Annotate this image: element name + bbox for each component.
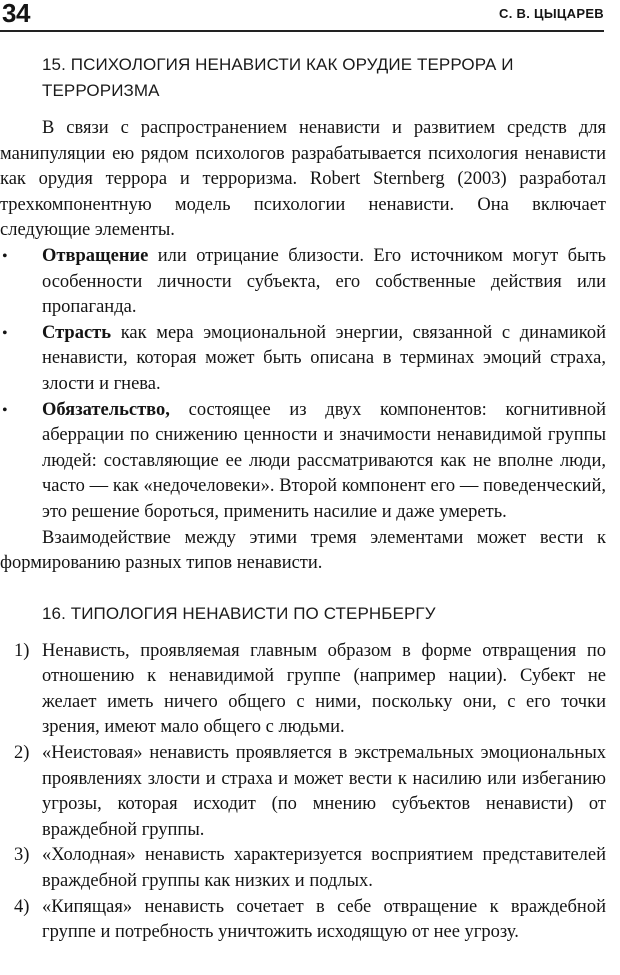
elements-list bbox=[0, 244, 606, 526]
section-15-heading: 15. ПСИХОЛОГИЯ НЕНАВИСТИ КАК ОРУДИЕ ТЕРРОРА И ТЕРРОРИЗМА bbox=[42, 55, 514, 100]
page-header bbox=[0, 0, 604, 32]
list-item-text: «Холодная» ненависть характеризуется восприятием представителей враждебной группы как низких и подлых. bbox=[42, 845, 606, 892]
term-disgust: Отвращение bbox=[42, 245, 149, 266]
section-15-intro: В связи с распространением ненависти и развитием средств для манипуляции ею рядом психологов разрабатывается психология ненависти как орудия террора и терроризма. Robert Sternberg (2003) разработал трехкомпонентную модель психологии ненависти. Она включает следующие элементы. bbox=[0, 118, 606, 241]
item-number: 2) bbox=[14, 743, 30, 764]
bullet-marker: • bbox=[2, 324, 8, 342]
list-item-text: «Кипящая» ненависть сочетает в себе отвращение к враждебной группе и потребность уничтожить исходящую от нее угрозу. bbox=[42, 896, 606, 943]
list-item-text: «Неистовая» ненависть проявляется в экстремальных эмоциональных проявлениях злости и страха и может вести к насилию или избеганию угрозы, которая исходит (по мнению субъектов ненависти) от враждебной группы. bbox=[42, 743, 606, 840]
hate-types-list bbox=[0, 639, 606, 946]
list-item bbox=[0, 244, 606, 321]
running-head-author: С. В. ЦЫЦАРЕВ bbox=[499, 6, 604, 21]
bullet-marker: • bbox=[2, 401, 8, 419]
list-item-text: состоящее из двух компонентов: когнитивной аберрации по снижению ценности и значимости ненавидимой группы людей: составляющие ее люди рассматриваются как не вполне люди, часто — как «недочеловеки». Второй компонент его — поведенческий, это решение бороться, применить насилие и даже умереть. bbox=[42, 399, 606, 522]
section-16-heading: 16. ТИПОЛОГИЯ НЕНАВИСТИ ПО СТЕРНБЕРГУ bbox=[42, 603, 436, 623]
page-content bbox=[0, 52, 606, 946]
page-number: 34 bbox=[2, 0, 30, 28]
list-item-text: как мера эмоциональной энергии, связанной с динамикой ненависти, которая может быть описана в терминах эмоций страха, злости и гнева. bbox=[42, 322, 606, 394]
list-item-text: или отрицание близости. Его источником могут быть особенности личности субъекта, его собственные действия или пропаганда. bbox=[42, 245, 606, 318]
list-item bbox=[0, 398, 606, 526]
list-item bbox=[0, 741, 606, 843]
item-number: 4) bbox=[14, 896, 30, 917]
item-number: 3) bbox=[14, 845, 30, 866]
section-15-conclusion: Взаимодействие между этими тремя элементами может вести к формированию разных типов ненависти. bbox=[0, 527, 606, 574]
list-item bbox=[0, 843, 606, 894]
list-item bbox=[0, 321, 606, 398]
term-passion: Страсть bbox=[42, 322, 112, 343]
bullet-marker: • bbox=[2, 247, 8, 265]
list-item bbox=[0, 895, 606, 946]
term-commitment: Обязательство, bbox=[42, 399, 170, 420]
list-item bbox=[0, 639, 606, 741]
item-number: 1) bbox=[14, 640, 30, 661]
list-item-text: Ненависть, проявляемая главным образом в форме отвращения по отношению к ненавидимой группе (например нации). Субект не желает иметь ничего общего с ними, поскольку они, с его точки зрения, имеют мало общего с людьми. bbox=[42, 640, 606, 738]
